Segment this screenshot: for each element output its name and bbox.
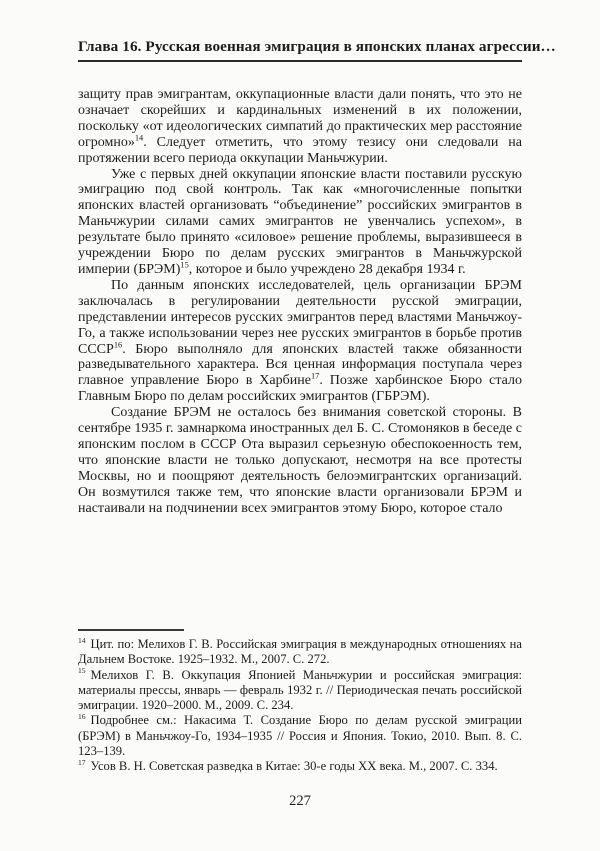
footnote [78, 759, 522, 774]
footnote-marker: 17 [78, 758, 86, 768]
footnote-reference: 14 [134, 133, 144, 143]
footnote-separator [78, 629, 184, 631]
paragraph-text: По данным японских исследователей, цель организации БРЭМ заключалась в регулировании деятельности русской эмиграции, представлении интересов русских эмигрантов перед властями Маньчжоу-Го, а также использовании через нее русских эмигрантов в борьбе против СССР [78, 277, 522, 357]
page-number: 227 [289, 793, 311, 809]
footnote-marker: 14 [78, 635, 86, 645]
paragraph-text: , которое и было учреждено 28 декабря 1934 г. [188, 261, 466, 277]
footnote-text: Подробнее см.: Накасима Т. Создание Бюро по делам русской эмиграции (БРЭМ) в Маньчжоу-Го, 1934–1935 // Россия и Япония. Токио, 2010. Вып. 8. С. 123–139. [78, 713, 522, 759]
footnote-marker: 16 [78, 712, 86, 722]
running-header [78, 38, 556, 62]
paragraph-text: Уже с первых дней оккупации японские власти поставили русскую эмиграцию под свой контроль. Так как «многочисленные попытки японских властей организовать “объединение” российских эмигрантов в Маньчжурии силами самих эмигрантов не увенчались успехом», в результате было принято «силовое» решение проблемы, выразившееся в учреждении Бюро по делам русских эмигрантов в Маньчжурской империи (БРЭМ) [78, 166, 522, 277]
body-paragraphs [78, 87, 522, 516]
footnote-reference: 15 [180, 260, 189, 270]
paragraph [78, 167, 522, 278]
paragraph-text: защиту прав эмигрантам, оккупационные власти дали понять, что это не означает скорейших и кардинальных изменений в их положении, поскольку «от идеологических симпатий до практических мер расстояние огромно» [78, 87, 522, 150]
paragraph [78, 405, 522, 516]
paragraph [78, 278, 522, 405]
footnote-text: Мелихов Г. В. Оккупация Японией Маньчжурии и российская эмиграция: материалы прессы, январь — февраль 1932 г. // Периодическая печать российской эмиграции. 1920–2000. М., 2009. С. 234. [78, 667, 522, 713]
footnote [78, 713, 522, 759]
paragraph-text: . Позже харбинское Бюро стало Главным Бюро по делам российских эмигрантов (ГБРЭМ). [78, 373, 522, 405]
footnote [78, 668, 522, 714]
footnote-text: Цит. по: Мелихов Г. В. Российская эмиграция в международных отношениях на Дальнем Востоке. 1925–1932. М., 2007. С. 272. [78, 637, 522, 667]
footnote [78, 637, 522, 668]
paragraph-text: . Бюро выполняло для японских властей также обязанности разведывательного характера. Вся ценная информация поступала через главное управление Бюро в Харбине [78, 341, 522, 389]
footnote-text: Усов В. Н. Советская разведка в Китае: 30-е годы XX века. М., 2007. С. 334. [90, 759, 498, 774]
paragraph-text: Создание БРЭМ не осталось без внимания советской стороны. В сентябре 1935 г. замнаркома иностранных дел Б. С. Стомоняков в беседе с японским послом в СССР Ота выразил серьезную обеспокоенность тем, что японские власти не только допускают, несмотря на все протесты Москвы, но и поощряют деятельность белоэмигрантских организаций. Он возмутился также тем, что японские власти организовали БРЭМ и настаивали на подчинении всех эмигрантов этому Бюро, которое стало [78, 405, 522, 516]
footnote-reference: 17 [310, 371, 320, 381]
paragraph [78, 87, 522, 167]
footnote-reference: 16 [113, 339, 123, 349]
footnote-marker: 15 [78, 666, 86, 676]
footnotes-section [78, 629, 522, 775]
page-content [78, 38, 556, 516]
paragraph-text: . Следует отметить, что этому тезису они следовали на протяжении всего периода оккупации Маньчжурии. [78, 134, 522, 166]
chapter-title: Глава 16. Русская военная эмиграция в японских планах агрессии… [78, 38, 556, 55]
footnotes-list [78, 637, 522, 775]
